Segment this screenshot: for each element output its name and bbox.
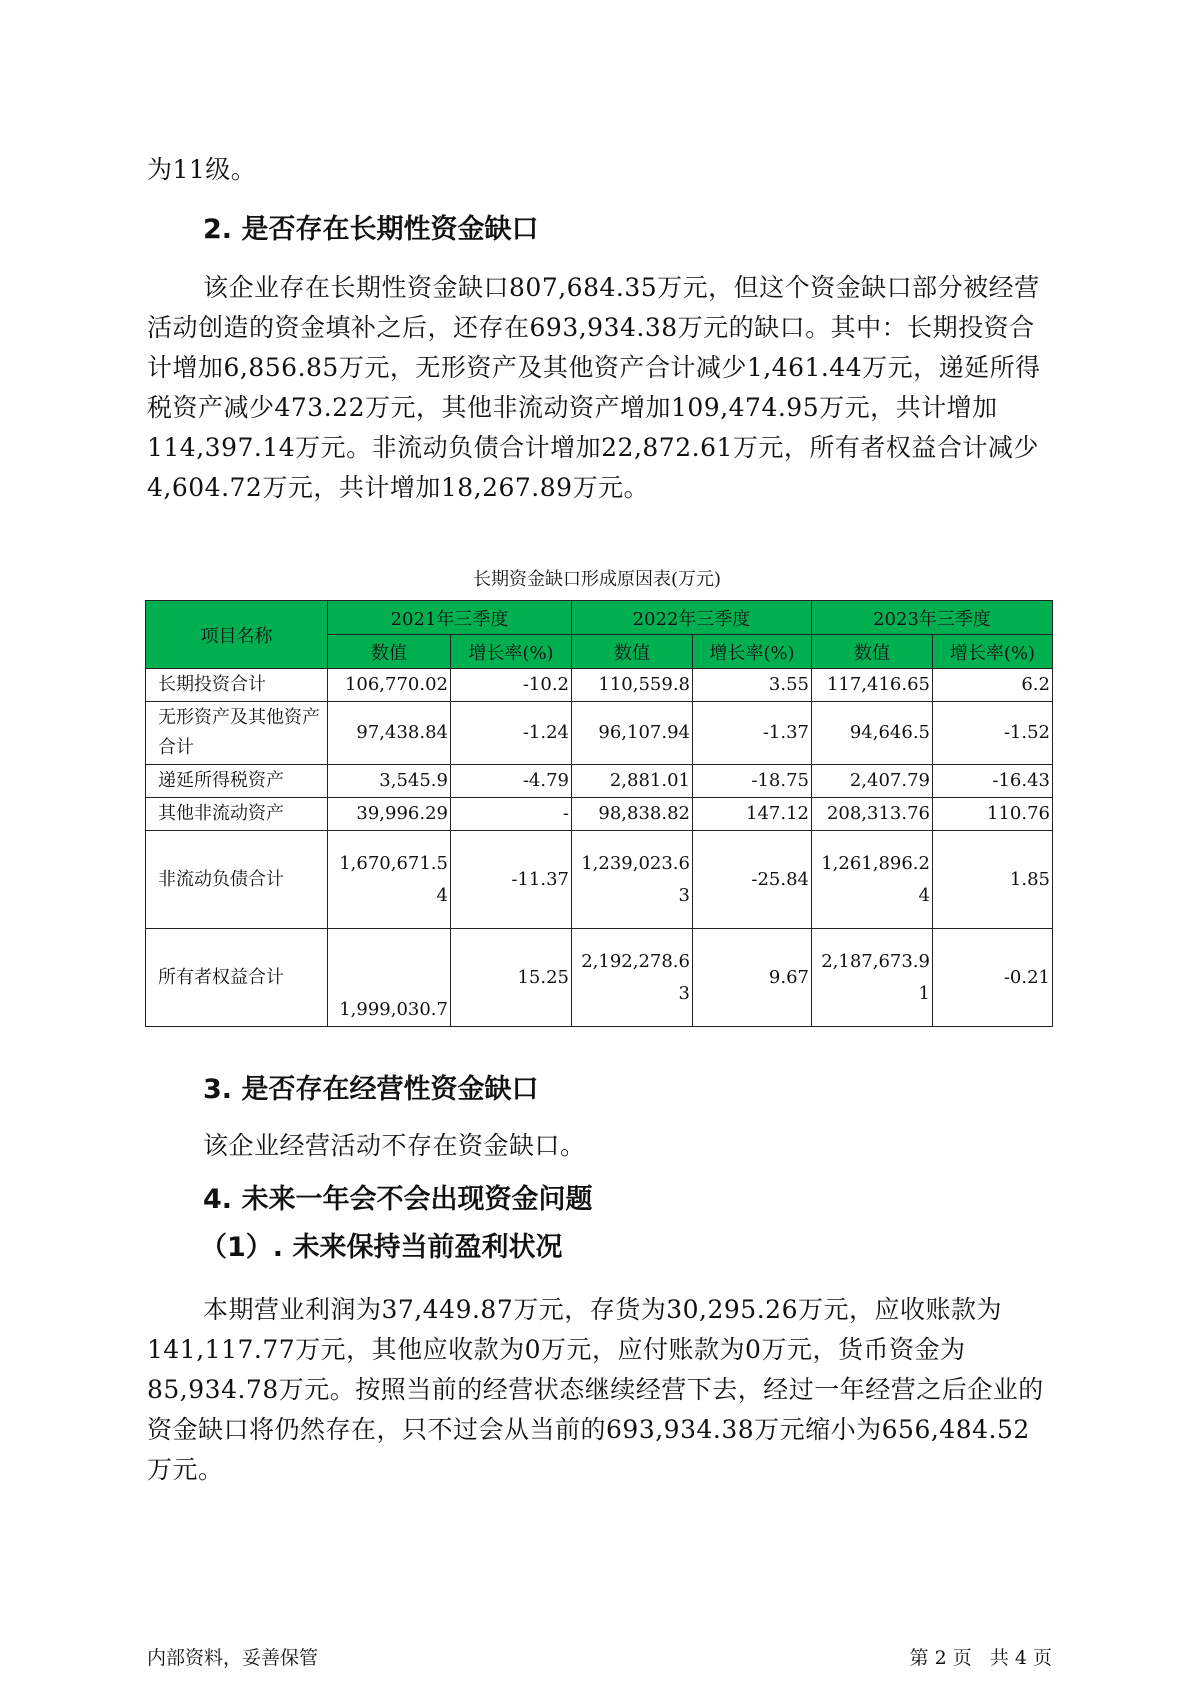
row-name: 其他非流动资产 [146,798,328,831]
header-period-2021: 2021年三季度 [328,601,572,635]
section-3-heading: 3. 是否存在经营性资金缺口 [203,1074,539,1105]
section-3-paragraph: 该企业经营活动不存在资金缺口。 [203,1131,586,1160]
cell-growth: -1.37 [693,702,812,765]
footer-page-number: 第 2 页 共 4 页 [909,1647,1052,1669]
header-period-2022: 2022年三季度 [572,601,812,635]
cell-growth: 1.85 [933,831,1053,929]
header-item-name: 项目名称 [146,601,328,669]
table-caption: 长期资金缺口形成原因表(万元) [472,569,722,590]
table-row [146,831,1053,929]
cell-value: 117,416.65 [812,669,933,702]
table-row [146,702,1053,765]
table-row [146,765,1053,798]
cell-value: 3,545.9 [328,765,451,798]
row-name: 非流动负债合计 [146,831,328,929]
cell-value: 1,261,896.24 [812,831,933,929]
cell-growth: 110.76 [933,798,1053,831]
cell-value: 1,670,671.54 [328,831,451,929]
footer-confidential-note: 内部资料，妥善保管 [147,1647,319,1669]
row-name: 所有者权益合计 [146,929,328,1027]
cell-growth: 147.12 [693,798,812,831]
carryover-line: 为11级。 [147,155,257,184]
cell-growth: 15.25 [451,929,572,1027]
cell-growth: -11.37 [451,831,572,929]
header-growth: 增长率(%) [693,635,812,669]
cell-value: 1,239,023.63 [572,831,693,929]
cell-value: 110,559.8 [572,669,693,702]
cell-growth: -18.75 [693,765,812,798]
cell-value: 97,438.84 [328,702,451,765]
table-row [146,669,1053,702]
section-2-heading: 2. 是否存在长期性资金缺口 [203,214,539,245]
cell-value: 98,838.82 [572,798,693,831]
table-row [146,929,1053,1027]
cell-growth: - [451,798,572,831]
header-period-2023: 2023年三季度 [812,601,1053,635]
cell-value: 2,187,673.91 [812,929,933,1027]
table-row [146,798,1053,831]
section-4-heading: 4. 未来一年会不会出现资金问题 [203,1184,593,1215]
cell-growth: -1.52 [933,702,1053,765]
header-value: 数值 [812,635,933,669]
row-name: 长期投资合计 [146,669,328,702]
cell-growth: -1.24 [451,702,572,765]
cell-growth: -16.43 [933,765,1053,798]
cell-value: 96,107.94 [572,702,693,765]
cell-growth: -10.2 [451,669,572,702]
header-value: 数值 [572,635,693,669]
cell-value: 2,407.79 [812,765,933,798]
header-value: 数值 [328,635,451,669]
section-4-paragraph: 本期营业利润为37,449.87万元，存货为30,295.26万元，应收账款为141,117.77万元，其他应收款为0万元，应付账款为0万元，货币资金为85,934.78万元。按照当前的经营状态继续经营下去，经过一年经营之后企业的资金缺口将仍然存在，只不过会从当前的693,934.38万元缩小为656,484.52万元。 [147,1295,1044,1484]
cell-growth: 3.55 [693,669,812,702]
cell-value: 94,646.5 [812,702,933,765]
cell-growth: -0.21 [933,929,1053,1027]
section-2-paragraph: 该企业存在长期性资金缺口807,684.35万元，但这个资金缺口部分被经营活动创造的资金填补之后，还存在693,934.38万元的缺口。其中：长期投资合计增加6,856.85万元，无形资产及其他资产合计减少1,461.44万元，递延所得税资产减少473.22万元，其他非流动资产增加109,474.95万元，共计增加114,397.14万元。非流动负债合计增加22,872.61万元，所有者权益合计减少4,604.72万元，共计增加18,267.89万元。 [147,273,1041,502]
cell-value: 1,999,030.7 [328,929,451,1027]
header-growth: 增长率(%) [451,635,572,669]
cell-value: 106,770.02 [328,669,451,702]
long-term-gap-table [145,600,1053,1027]
row-name: 无形资产及其他资产合计 [146,702,328,765]
cell-value: 2,192,278.63 [572,929,693,1027]
row-name: 递延所得税资产 [146,765,328,798]
cell-growth: 6.2 [933,669,1053,702]
cell-value: 2,881.01 [572,765,693,798]
cell-growth: -4.79 [451,765,572,798]
cell-value: 208,313.76 [812,798,933,831]
cell-growth: 9.67 [693,929,812,1027]
section-4-subheading: （1）. 未来保持当前盈利状况 [200,1232,563,1263]
cell-value: 39,996.29 [328,798,451,831]
cell-growth: -25.84 [693,831,812,929]
header-growth: 增长率(%) [933,635,1053,669]
